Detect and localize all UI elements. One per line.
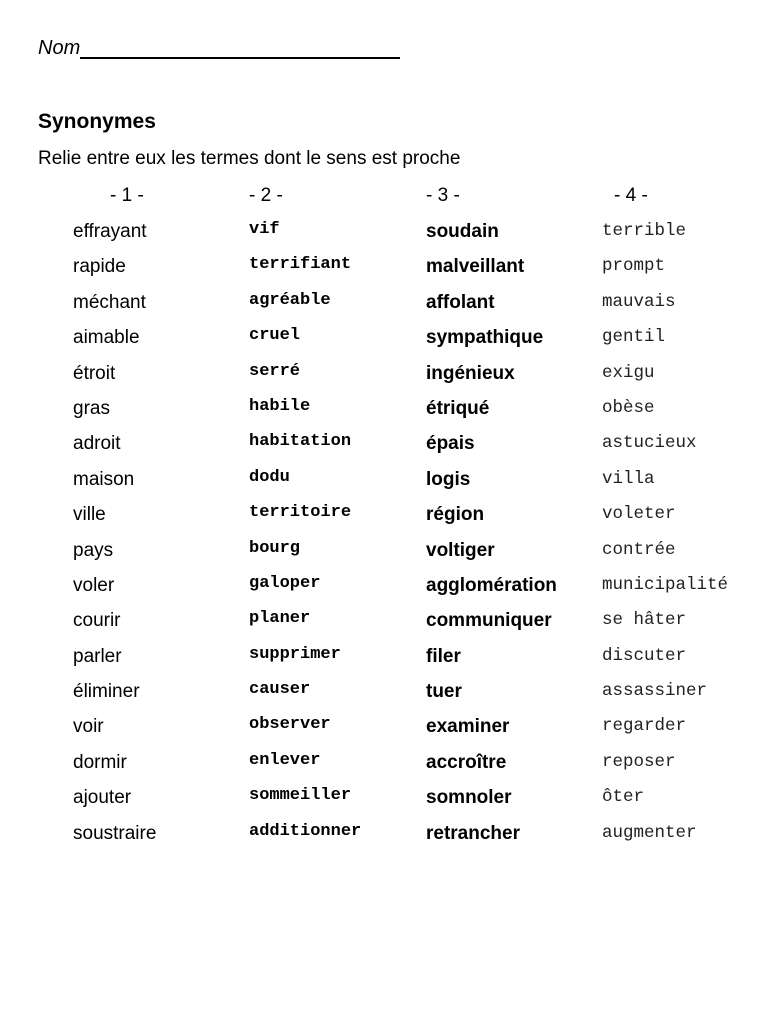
word-item: municipalité [602, 574, 729, 595]
word-item: gras [73, 397, 110, 419]
word-item: assassiner [602, 681, 708, 702]
word-item: tuer [426, 681, 462, 703]
word-item: voir [73, 716, 104, 738]
word-item: reposer [602, 751, 676, 772]
word-item: maison [73, 468, 135, 490]
column-header-4: - 4 - [614, 185, 648, 206]
word-item: méchant [73, 291, 146, 313]
word-item: retrancher [426, 822, 520, 844]
word-item: serré [249, 361, 301, 381]
word-item: sommeiller [249, 786, 352, 806]
word-column-1 [73, 219, 156, 856]
word-item: accroître [426, 751, 507, 773]
word-item: bourg [249, 538, 301, 558]
word-item: vif [249, 220, 280, 239]
word-item: agglomération [426, 574, 557, 596]
word-item: planer [249, 609, 311, 629]
word-item: soustraire [73, 822, 157, 844]
word-item: terrifiant [249, 255, 352, 275]
word-item: effrayant [73, 221, 147, 242]
word-item: contrée [602, 539, 676, 560]
word-item: cruel [249, 326, 301, 346]
page-title: Synonymes [38, 110, 156, 133]
word-item: communiquer [426, 610, 552, 632]
word-item: courir [73, 610, 121, 632]
word-item: discuter [602, 645, 687, 666]
word-item: soudain [426, 221, 499, 242]
word-item: territoire [249, 503, 352, 523]
column-header-1: - 1 - [110, 185, 144, 206]
word-item: voleter [602, 504, 676, 525]
word-item: obèse [602, 397, 655, 418]
word-item: ingénieux [426, 362, 515, 384]
word-item: ville [73, 504, 106, 526]
word-item: épais [426, 433, 475, 455]
word-item: étriqué [426, 397, 490, 419]
word-item: supprimer [249, 644, 341, 664]
word-item: mauvais [602, 291, 676, 312]
word-item: pays [73, 539, 114, 561]
word-item: causer [249, 680, 311, 700]
word-item: malveillant [426, 256, 525, 278]
word-item: ôter [602, 787, 645, 808]
word-item: villa [602, 468, 655, 489]
word-item: habitation [249, 432, 352, 452]
word-item: affolant [426, 291, 495, 313]
word-item: terrible [602, 221, 687, 241]
word-item: prompt [602, 256, 666, 277]
word-item: agréable [249, 290, 331, 310]
word-item: logis [426, 468, 471, 490]
word-column-3 [426, 219, 557, 856]
word-item: dormir [73, 751, 127, 773]
word-item: parler [73, 645, 122, 667]
word-item: région [426, 504, 485, 526]
word-item: se hâter [602, 610, 687, 631]
word-item: sympathique [426, 327, 544, 349]
word-item: adroit [73, 433, 121, 455]
word-item: gentil [602, 327, 666, 348]
column-header-3: - 3 - [426, 185, 460, 206]
word-item: augmenter [602, 822, 697, 843]
word-column-2 [249, 219, 361, 856]
name-field [38, 36, 402, 62]
word-item: aimable [73, 327, 140, 349]
instruction-text: Relie entre eux les termes dont le sens est proche [38, 148, 461, 169]
word-column-4 [602, 219, 728, 856]
word-item: exigu [602, 362, 655, 383]
word-item: dodu [249, 467, 290, 487]
name-label: Nom [38, 37, 81, 59]
word-item: filer [426, 645, 461, 667]
word-item: galoper [249, 573, 321, 593]
word-item: voltiger [426, 539, 495, 561]
name-underline [80, 57, 400, 59]
word-item: astucieux [602, 433, 697, 454]
word-item: additionner [249, 821, 362, 841]
word-item: observer [249, 715, 331, 735]
word-item: rapide [73, 256, 126, 278]
word-item: enlever [249, 750, 321, 770]
word-item: ajouter [73, 787, 132, 809]
word-item: examiner [426, 716, 510, 738]
word-item: regarder [602, 716, 687, 737]
word-item: éliminer [73, 681, 140, 703]
column-header-2: - 2 - [249, 185, 283, 206]
word-item: somnoler [426, 787, 512, 809]
word-item: voler [73, 574, 115, 596]
word-item: étroit [73, 362, 116, 384]
word-item: habile [249, 396, 311, 416]
